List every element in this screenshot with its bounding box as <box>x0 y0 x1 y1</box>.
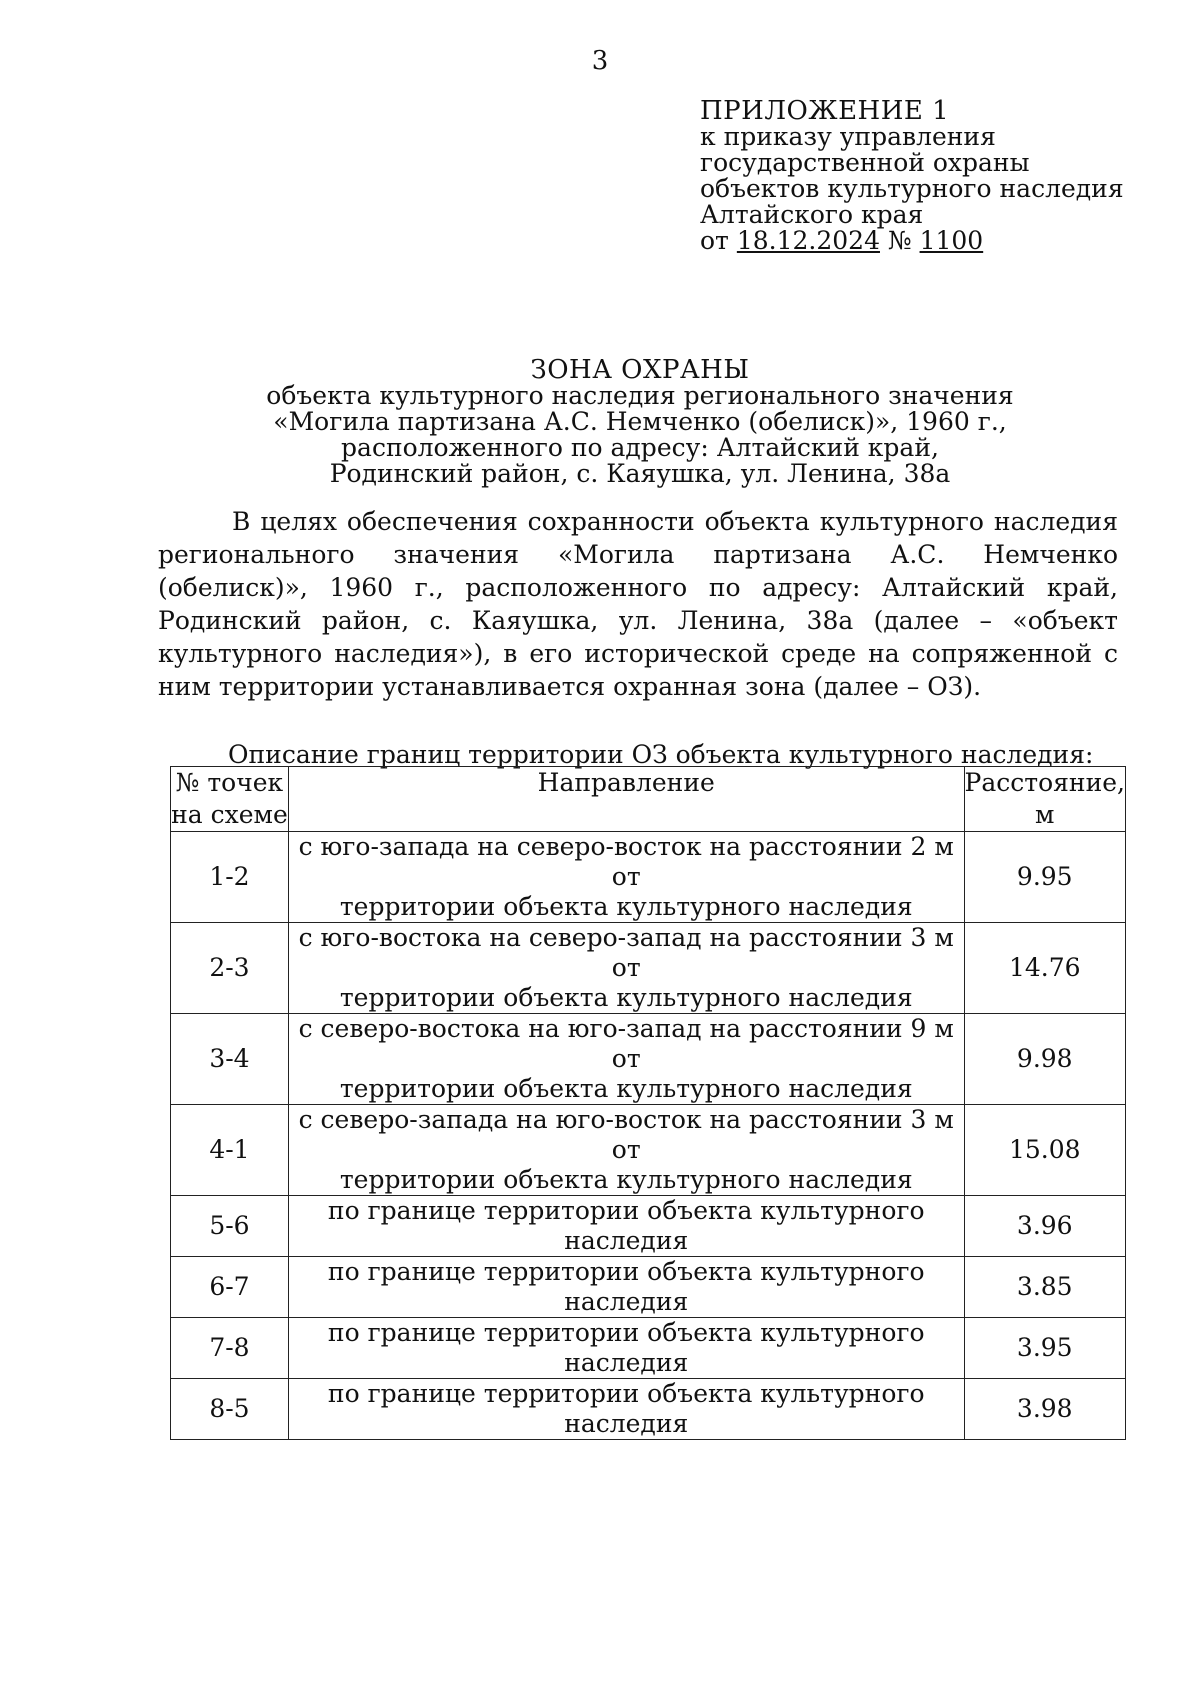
title-line: Родинский район, с. Каяушка, ул. Ленина, 38а <box>329 459 951 488</box>
title-heading: ЗОНА ОХРАНЫ <box>530 355 750 385</box>
cell-direction: по границе территории объекта культурного наследия <box>288 1318 964 1379</box>
table-header-row <box>171 767 1126 832</box>
header-points-line: на схеме <box>171 800 288 829</box>
cell-direction: по границе территории объекта культурного наследия <box>288 1196 964 1257</box>
boundaries-table <box>170 766 1126 1440</box>
cell-direction <box>288 832 964 923</box>
direction-line: территории объекта культурного наследия <box>339 1074 913 1103</box>
direction-line: с северо-востока на юго-запад на расстоянии 9 м от <box>298 1014 954 1073</box>
appendix-line: Алтайского края <box>700 200 924 229</box>
date-prefix: от <box>700 226 729 255</box>
cell-direction <box>288 1014 964 1105</box>
document-title <box>160 357 1120 487</box>
title-line: «Могила партизана А.С. Немченко (обелиск)», 1960 г., <box>273 407 1007 436</box>
appendix-heading: ПРИЛОЖЕНИЕ 1 <box>700 96 950 126</box>
table-row <box>171 1105 1126 1196</box>
cell-points: 1-2 <box>171 832 289 923</box>
header-direction-line: Направление <box>537 768 715 797</box>
table-row <box>171 1257 1126 1318</box>
cell-direction: по границе территории объекта культурного наследия <box>288 1257 964 1318</box>
cell-direction <box>288 923 964 1014</box>
table-caption: Описание границ территории ОЗ объекта культурного наследия: <box>228 740 1094 769</box>
cell-direction: по границе территории объекта культурного наследия <box>288 1379 964 1440</box>
order-date: 18.12.2024 <box>736 226 880 255</box>
table-row <box>171 1196 1126 1257</box>
appendix-line: государственной охраны <box>700 148 1030 177</box>
cell-points: 6-7 <box>171 1257 289 1318</box>
cell-direction <box>288 1105 964 1196</box>
cell-distance: 3.95 <box>964 1318 1125 1379</box>
cell-points: 7-8 <box>171 1318 289 1379</box>
direction-line: территории объекта культурного наследия <box>339 892 913 921</box>
header-points-line: № точек <box>175 768 284 797</box>
cell-distance: 14.76 <box>964 923 1125 1014</box>
direction-line: территории объекта культурного наследия <box>339 983 913 1012</box>
direction-line: с юго-запада на северо-восток на расстоянии 2 м от <box>298 832 954 891</box>
appendix-line: объектов культурного наследия <box>700 174 1124 203</box>
cell-points: 8-5 <box>171 1379 289 1440</box>
cell-points: 2-3 <box>171 923 289 1014</box>
order-number: 1100 <box>919 226 984 255</box>
intro-paragraph: В целях обеспечения сохранности объекта культурного наследия регионального значения «Могила партизана А.С. Немченко (обелиск)», 1960 г., расположенного по адресу: Алтайский край, Родинский район, с. Каяушка, ул. Ленина, 38а (далее – «объект культурного наследия»), в его исторической среде на сопряженной с ним территории устанавливается охранная зона (далее – ОЗ). <box>158 507 1118 701</box>
header-points <box>171 767 289 832</box>
table-row <box>171 923 1126 1014</box>
direction-line: территории объекта культурного наследия <box>339 1165 913 1194</box>
direction-line: с юго-востока на северо-запад на расстоянии 3 м от <box>298 923 954 982</box>
cell-distance: 3.98 <box>964 1379 1125 1440</box>
cell-points: 5-6 <box>171 1196 289 1257</box>
header-distance-line: Расстояние, <box>964 768 1125 797</box>
title-line: расположенного по адресу: Алтайский край, <box>341 433 939 462</box>
table-row <box>171 1318 1126 1379</box>
appendix-line: к приказу управления <box>700 122 996 151</box>
cell-points: 3-4 <box>171 1014 289 1105</box>
table-row <box>171 1379 1126 1440</box>
cell-points: 4-1 <box>171 1105 289 1196</box>
number-prefix: № <box>887 226 912 255</box>
appendix-date-line <box>700 228 1180 254</box>
cell-distance: 9.98 <box>964 1014 1125 1105</box>
table-row <box>171 832 1126 923</box>
header-direction <box>288 767 964 832</box>
header-distance-line: м <box>1035 800 1055 829</box>
cell-distance: 9.95 <box>964 832 1125 923</box>
cell-distance: 3.85 <box>964 1257 1125 1318</box>
cell-distance: 15.08 <box>964 1105 1125 1196</box>
page-number: 3 <box>591 46 609 76</box>
appendix-block <box>700 98 1180 254</box>
table-row <box>171 1014 1126 1105</box>
direction-line: с северо-запада на юго-восток на расстоянии 3 м от <box>298 1105 954 1164</box>
title-line: объекта культурного наследия регионального значения <box>266 381 1014 410</box>
cell-distance: 3.96 <box>964 1196 1125 1257</box>
header-distance <box>964 767 1125 832</box>
